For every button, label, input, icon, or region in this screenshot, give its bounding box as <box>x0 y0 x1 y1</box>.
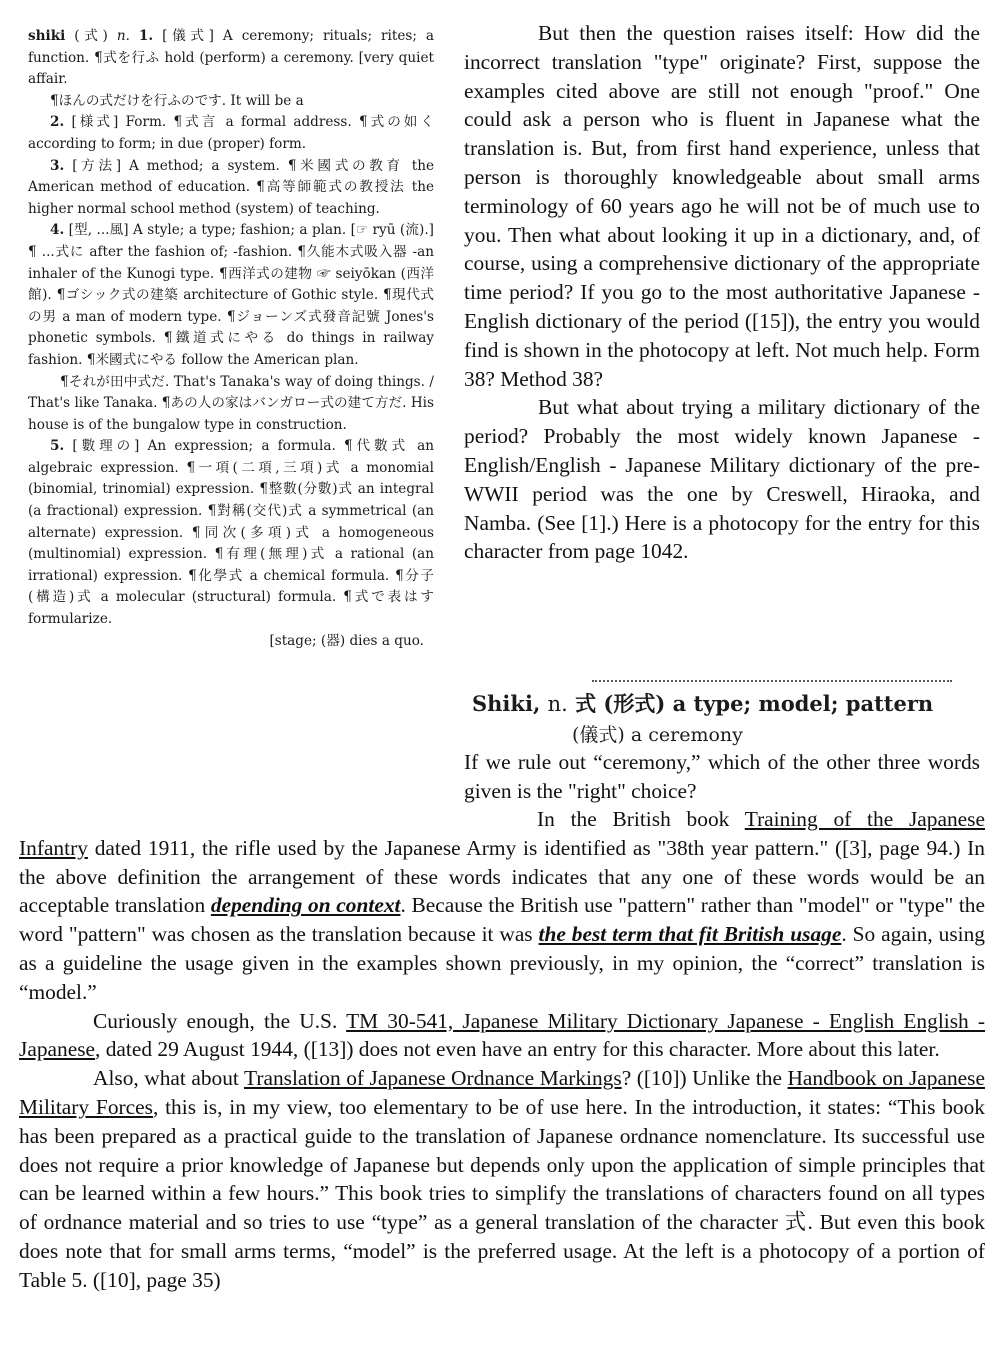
emphasis-depending-on-context: depending on context <box>210 893 401 918</box>
dict-headword: shiki <box>28 28 66 44</box>
citation-ordnance-markings: Translation of Japanese Ordnance Markings <box>244 1066 622 1091</box>
dict-stage-note: [stage; (器) dies a quo. <box>269 632 424 649</box>
dictionary-photocopy <box>28 26 434 826</box>
right-column-text-lower <box>464 748 980 806</box>
paragraph-military-dictionary: But what about trying a military dictionary of the period? Probably the most widely known Japanese - English/English - Japanese Military dictionary of the pre-WWII period was the one by Creswell, Hiraoka, and Namba. (See [1].) Here is a photocopy for the entry for this character from page 1042. <box>464 395 980 564</box>
citation-tm-30-541: TM 30-541, Japanese Military Dictionary Japanese - English English - Japanese <box>19 1008 985 1062</box>
dict-sense-4: 4. [型, ...風] A style; a type; fashion; a plan. [☞ ryū (流).] ¶ ...式に after the fashion of; -fashion. ¶久能木式吸入器 -an inhaler of the Kunogi type. ¶西洋式の建物 ☞ seiyōkan (西洋館). ¶ゴシック式の建築 architecture of Gothic style. ¶現代式の男 a man of modern type. ¶ジョーンズ式發音記號 Jones's phonetic symbols. ¶鐵道式にやる do things in railway fashion. ¶米國式にやる follow the American plan. <box>28 222 434 368</box>
military-entry-line-1: Shiki, n. 式 (形式) a type; model; pattern <box>472 691 934 716</box>
paragraph-tm-30-541: Curiously enough, the U.S. TM 30-541, Japanese Military Dictionary Japanese - English English - Japanese, dated 29 August 1944, ([13]) does not even have an entry for this character. More about this later. <box>19 1008 985 1062</box>
emphasis-best-term: the best term that fit British usage <box>538 922 842 947</box>
citation-handbook-military-forces: Handbook on Japanese Military Forces <box>19 1066 985 1119</box>
dict-sense-1-example: ¶ほんの式だけを行ふのです. It will be a <box>50 92 304 109</box>
military-entry-line-2: (儀式) a ceremony <box>572 724 743 746</box>
photocopy-edge-marks <box>592 680 952 688</box>
dict-sense-5: 5. [數理の] An expression; a formula. ¶代數式 an algebraic expression. ¶一項(二項,三項)式 a monomial (binomial, trinomial) expression. ¶整數(分數)式 an integral (a fractional) expression. ¶對稱(交代)式 a symmetrical (an alternate) expression. ¶同次(多項)式 a homogeneous (multinomial) expression. ¶有理(無理)式 a rational (an irrational) expression. ¶化學式 a chemical formula. ¶分子(構造)式 a molecular (structural) formula. ¶式で表はす formularize. [stage; (器) dies a quo. <box>28 436 434 652</box>
paragraph-type-origin: But then the question raises itself: How did the incorrect translation "type" originate? First, suppose the examples cited above are still not enough "proof." One could ask a person who is fluent in Japanese what the translation is. But, from first hand experience, unless that person is thoroughly knowledgeable about small arms terminology of 60 years ago he will not be of much use to you. Then what about looking it up in a dictionary, and, of course, using a comprehensive dictionary of the appropriate time period? If you go to the most authoritative Japanese - English dictionary of the period ([15]), the entry you would find is shown in the photocopy at left. Not much help. Form 38? Method 38? <box>464 21 980 391</box>
paragraph-ordnance-markings: Also, what about Translation of Japanese Ordnance Markings? ([10]) Unlike the Handbook on Japanese Military Forces, this is, in my view, too elementary to be of use here. In the introduction, it states: “This book has been prepared as a practical guide to the translation of Japanese ordnance nomenclature. Its successful use does not require a prior knowledge of Japanese but depends only upon the application of simple principles that can be learned within a few hours.” This book tries to simplify the translations of characters found on all types of ordnance material and so tries to use “type” as a general translation of the character 式. But even this book does note that for small arms terms, “model” is the preferred usage. At the left is a photocopy of a portion of Table 5. ([10], page 35) <box>19 1066 985 1292</box>
dict-sense-2: 2. [様式] Form. ¶式言 a formal address. ¶式の如く according to form; in due (proper) form. <box>28 114 434 152</box>
citation-training-japanese-infantry: Training of the Japanese Infantry <box>19 807 985 860</box>
dict-sense-1: shiki (式) n. 1. [儀式] A ceremony; rituals; rites; a function. ¶式を行ふ hold (perform) a ceremony. [very quiet affair. <box>28 28 435 88</box>
dict-sense-4-example: ¶それが田中式だ. That's Tanaka's way of doing things. / That's like Tanaka. ¶あの人の家はバンガロー式の建て方だ. His house is of the bungalow type in construction. <box>28 373 434 433</box>
military-dictionary-photocopy <box>472 680 982 750</box>
paragraph-british-book: In the British book Training of the Japanese Infantry dated 1911, the rifle used by the Japanese Army is identified as "38th year pattern." ([3], page 94.) In the above definition the arrangement of these words indicates that any one of these words would be an acceptable translation depending on context. Because the British use "pattern" rather than "model" or "type" the word "pattern" was chosen as the translation because it was the best term that fit British usage. So again, using as a guideline the usage given in the examples shown previously, in my opinion, the “correct” translation is “model.” <box>19 807 985 1004</box>
paragraph-rule-out-ceremony: If we rule out “ceremony,” which of the other three words given is the "right" choice? <box>464 750 980 803</box>
full-width-text <box>19 805 985 1295</box>
right-column-text <box>464 19 980 566</box>
dict-sense-3: 3. [方法] A method; a system. ¶米國式の教育 the American method of education. ¶高等師範式の教授法 the higher normal school method (system) of teaching. <box>28 157 434 217</box>
